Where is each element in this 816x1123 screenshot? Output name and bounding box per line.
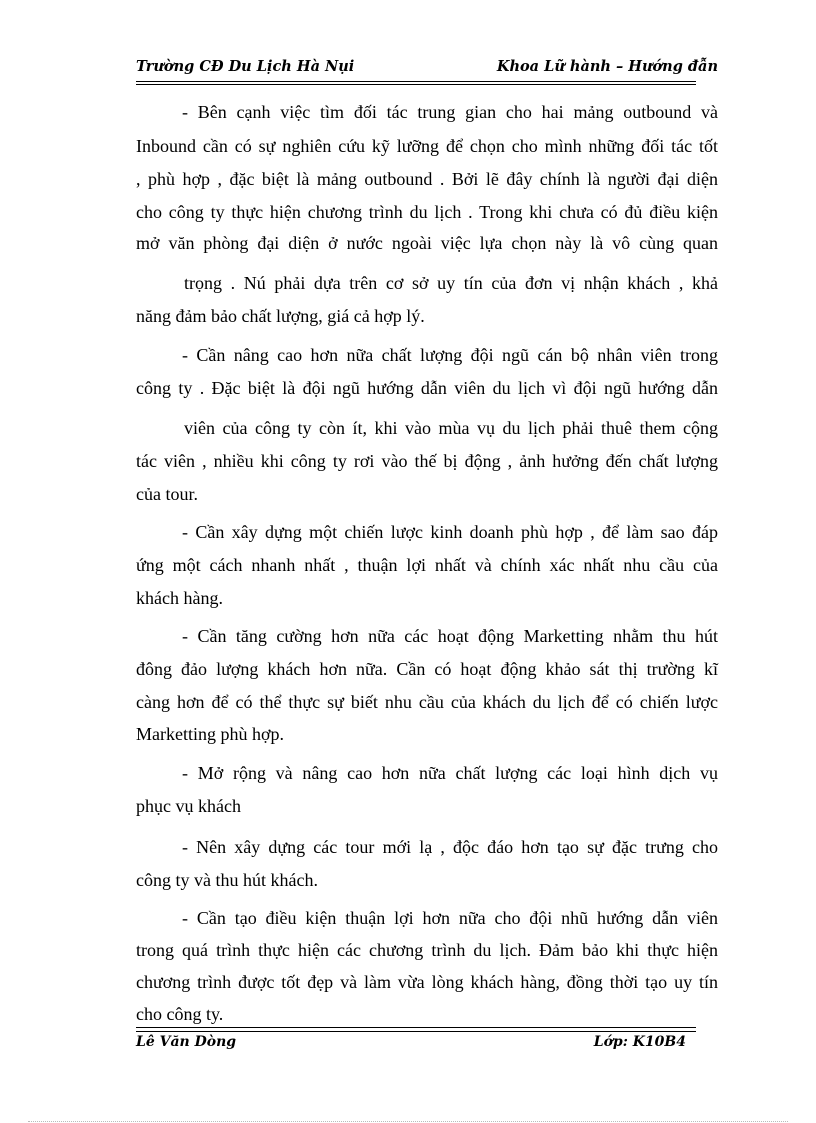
body-line: , phù hợp , đặc biệt là mảng outbound . Bởi lẽ đây chính là người đại diện	[136, 169, 718, 189]
header-school-name: Trường CĐ Du Lịch Hà Nụi	[136, 58, 355, 75]
footer-author: Lê Văn Dòng	[136, 1034, 237, 1050]
body-line: công ty . Đặc biệt là đội ngũ hướng dẫn viên du lịch vì đội ngũ hướng dẫn	[136, 378, 718, 398]
body-line: càng hơn để có thể thực sự biết nhu cầu của khách du lịch để có chiến lược	[136, 692, 718, 712]
body-line: cho công ty.	[136, 1004, 224, 1024]
body-line: - Cần nâng cao hơn nữa chất lượng đội ngũ cán bộ nhân viên trong	[182, 345, 718, 365]
body-line: khách hàng.	[136, 588, 223, 608]
body-line: mở văn phòng đại diện ở nước ngoài việc lựa chọn này là vô cùng quan	[136, 233, 718, 253]
body-line: trong quá trình thực hiện các chương trình du lịch. Đảm bảo khi thực hiện	[136, 940, 718, 960]
body-line: ứng một cách nhanh nhất , thuận lợi nhất và chính xác nhất nhu cầu của	[136, 555, 718, 575]
footer-rule-thin	[136, 1031, 696, 1032]
body-line: tác viên , nhiều khi công ty rơi vào thế bị động , ảnh hưởng đến chất lượng	[136, 451, 718, 471]
body-line: công ty và thu hút khách.	[136, 870, 318, 890]
body-line: trọng . Nú phải dựa trên cơ sở uy tín của đơn vị nhận khách , khả	[184, 273, 718, 293]
body-line: - Cần tăng cường hơn nữa các hoạt động Marketting nhằm thu hút	[182, 626, 718, 646]
body-line: năng đảm bảo chất lượng, giá cả hợp lý.	[136, 306, 425, 326]
body-line: - Mở rộng và nâng cao hơn nữa chất lượng các loại hình dịch vụ	[182, 763, 718, 783]
page-edge-divider	[28, 1121, 788, 1122]
footer-class: Lớp: K10B4	[593, 1034, 686, 1050]
body-line: Inbound cần có sự nghiên cứu kỹ lưỡng để chọn cho mình những đối tác tốt	[136, 136, 718, 156]
body-line: chương trình được tốt đẹp và làm vừa lòng khách hàng, đồng thời tạo uy tín	[136, 972, 718, 992]
body-line: - Cần xây dựng một chiến lược kinh doanh phù hợp , để làm sao đáp	[182, 522, 718, 542]
body-line: - Cần tạo điều kiện thuận lợi hơn nữa cho đội nhũ hướng dẫn viên	[182, 908, 718, 928]
page-footer	[136, 1034, 696, 1056]
body-line: - Nên xây dựng các tour mới lạ , độc đáo hơn tạo sự đặc trưng cho	[182, 837, 718, 857]
header-rule	[136, 81, 696, 82]
body-line: phục vụ khách	[136, 796, 241, 816]
page-header	[136, 58, 718, 82]
body-line: đông đảo lượng khách hơn nữa. Cần có hoạt động khảo sát thị trường kĩ	[136, 659, 718, 679]
header-faculty-name: Khoa Lữ hành – Hướng đẫn	[496, 58, 718, 75]
body-line: của tour.	[136, 484, 198, 504]
body-line: viên của công ty còn ít, khi vào mùa vụ du lịch phải thuê them cộng	[184, 418, 718, 438]
footer-rule	[136, 1027, 696, 1028]
header-rule-thin	[136, 84, 696, 85]
body-line: - Bên cạnh việc tìm đối tác trung gian cho hai mảng outbound và	[182, 102, 718, 122]
body-line: Marketting phù hợp.	[136, 724, 284, 744]
body-line: cho công ty thực hiện chương trình du lịch . Trong khi chưa có đủ điều kiện	[136, 202, 718, 222]
